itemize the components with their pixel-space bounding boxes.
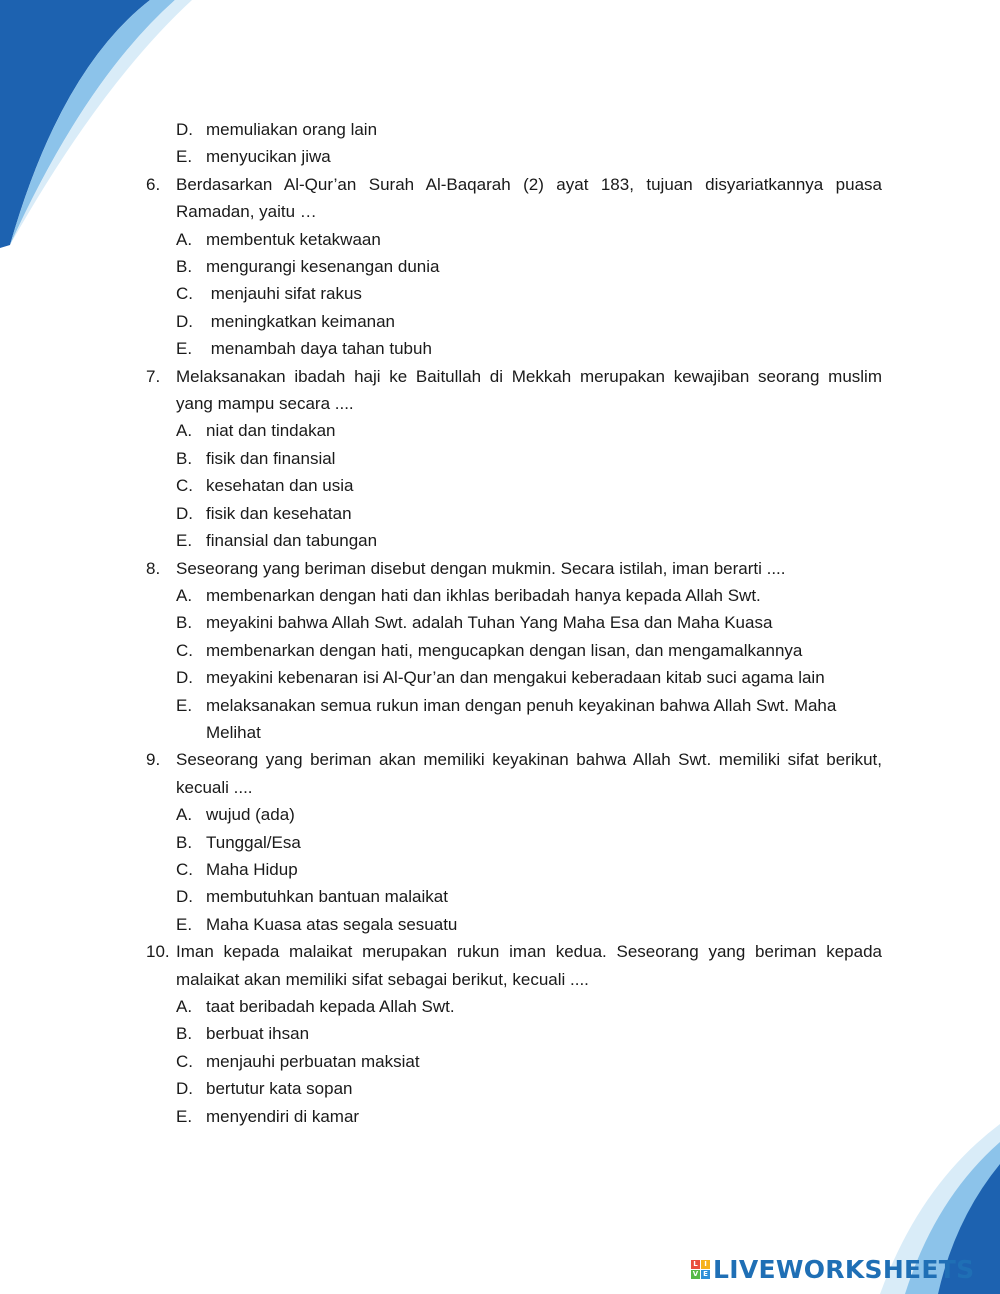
logo-mark-letter: L bbox=[691, 1260, 700, 1269]
question-stem-row bbox=[146, 938, 882, 993]
option-letter: C. bbox=[176, 1051, 193, 1071]
option-text: memuliakan orang lain bbox=[206, 120, 378, 139]
option-letter: E. bbox=[176, 695, 193, 715]
option-item[interactable] bbox=[146, 527, 882, 554]
question-number: 6. bbox=[146, 174, 161, 194]
option-item[interactable] bbox=[146, 1075, 882, 1102]
option-item[interactable] bbox=[146, 280, 882, 307]
option-letter: A. bbox=[176, 229, 193, 249]
option-item[interactable] bbox=[146, 911, 882, 938]
option-text: wujud (ada) bbox=[206, 805, 295, 825]
option-text: menjauhi perbuatan maksiat bbox=[206, 1051, 420, 1071]
option-text: Maha Kuasa atas segala sesuatu bbox=[206, 914, 458, 934]
option-letter: D. bbox=[176, 887, 193, 907]
option-text: menyendiri di kamar bbox=[206, 1106, 360, 1126]
question-stem-row bbox=[146, 746, 882, 801]
option-text: Tunggal/Esa bbox=[206, 832, 301, 852]
option-text: niat dan tindakan bbox=[206, 421, 336, 441]
option-text: melaksanakan semua rukun iman dengan penuh keyakinan bahwa Allah Swt. Maha Melihat bbox=[206, 695, 842, 742]
option-letter: D. bbox=[176, 311, 193, 331]
option-letter: C. bbox=[176, 640, 193, 660]
logo-mark-letter: E bbox=[701, 1270, 710, 1279]
option-text: meningkatkan keimanan bbox=[206, 311, 396, 331]
option-letter: E. bbox=[176, 531, 193, 551]
option-text: mengurangi kesenangan dunia bbox=[206, 257, 440, 277]
option-item[interactable] bbox=[146, 883, 882, 910]
question-stem: Iman kepada malaikat merupakan rukun iman kedua. Seseorang yang beriman kepada malaikat akan memiliki sifat sebagai berikut, kecuali .... bbox=[176, 942, 882, 989]
option-item[interactable] bbox=[146, 116, 882, 143]
option-letter: C. bbox=[176, 859, 193, 879]
option-item[interactable] bbox=[146, 143, 882, 170]
logo-mark-letter: V bbox=[692, 1270, 699, 1278]
option-letter: E. bbox=[176, 147, 193, 167]
option-text: finansial dan tabungan bbox=[206, 531, 378, 551]
liveworksheets-logo-text: LIVEWORKSHEETS bbox=[713, 1254, 975, 1284]
option-letter: A. bbox=[176, 997, 193, 1016]
option-text: berbuat ihsan bbox=[206, 1024, 310, 1044]
liveworksheets-logo-mark bbox=[691, 1260, 710, 1279]
option-letter: C. bbox=[176, 284, 193, 304]
question-number: 10. bbox=[146, 942, 170, 962]
option-item[interactable] bbox=[146, 1020, 882, 1047]
option-letter: B. bbox=[176, 1024, 193, 1044]
option-text: Maha Hidup bbox=[206, 859, 298, 879]
question-stem: Seseorang yang beriman disebut dengan mukmin. Secara istilah, iman berarti .... bbox=[176, 558, 786, 578]
option-letter: E. bbox=[176, 914, 193, 934]
option-item[interactable] bbox=[146, 445, 882, 472]
option-item[interactable] bbox=[146, 472, 882, 499]
option-text: menjauhi sifat rakus bbox=[206, 284, 362, 304]
question-stem-row bbox=[146, 555, 882, 582]
option-letter: A. bbox=[176, 805, 193, 825]
option-text: membenarkan dengan hati dan ikhlas beribadah hanya kepada Allah Swt. bbox=[206, 585, 761, 605]
liveworksheets-logo bbox=[691, 1254, 974, 1284]
option-text: membentuk ketakwaan bbox=[206, 229, 381, 249]
question-list bbox=[146, 171, 882, 1130]
option-item[interactable] bbox=[146, 500, 882, 527]
option-item[interactable] bbox=[146, 856, 882, 883]
option-text: menambah daya tahan tubuh bbox=[206, 339, 432, 359]
option-text: menyucikan jiwa bbox=[206, 147, 331, 167]
option-item[interactable] bbox=[146, 692, 882, 747]
option-item[interactable] bbox=[146, 664, 882, 691]
option-letter: C. bbox=[176, 476, 193, 496]
option-item[interactable] bbox=[146, 335, 882, 362]
previous-question-options bbox=[146, 116, 882, 171]
option-text: membutuhkan bantuan malaikat bbox=[206, 887, 448, 907]
logo-mark-letter: I bbox=[701, 1260, 710, 1269]
option-item[interactable] bbox=[146, 829, 882, 856]
question-number: 8. bbox=[146, 558, 161, 578]
option-letter: D. bbox=[176, 503, 193, 523]
option-text: membenarkan dengan hati, mengucapkan dengan lisan, dan mengamalkannya bbox=[206, 640, 803, 660]
option-letter: D. bbox=[176, 1079, 193, 1099]
option-text: fisik dan kesehatan bbox=[206, 503, 352, 523]
option-letter: D. bbox=[176, 668, 193, 688]
option-letter: A. bbox=[176, 585, 193, 605]
option-letter: B. bbox=[176, 832, 193, 852]
option-item[interactable] bbox=[146, 1048, 882, 1075]
option-text: meyakini kebenaran isi Al-Qur’an dan mengakui keberadaan kitab suci agama lain bbox=[206, 668, 825, 688]
question-block bbox=[146, 746, 882, 938]
option-text: kesehatan dan usia bbox=[206, 476, 354, 496]
option-letter: A. bbox=[176, 421, 193, 441]
question-block bbox=[146, 171, 882, 363]
option-item[interactable] bbox=[146, 1103, 882, 1130]
option-letter: B. bbox=[176, 613, 193, 633]
question-block bbox=[146, 363, 882, 555]
option-item[interactable] bbox=[146, 582, 882, 609]
option-letter: B. bbox=[176, 448, 193, 468]
question-block bbox=[146, 555, 882, 747]
option-item[interactable] bbox=[146, 308, 882, 335]
question-stem: Seseorang yang beriman akan memiliki keyakinan bahwa Allah Swt. memiliki sifat berikut, kecuali .... bbox=[176, 750, 882, 797]
option-item[interactable] bbox=[146, 253, 882, 280]
option-letter: E. bbox=[176, 339, 193, 359]
option-item[interactable] bbox=[146, 801, 882, 828]
question-stem: Melaksanakan ibadah haji ke Baitullah di Mekkah merupakan kewajiban seorang muslim yang mampu secara .... bbox=[176, 366, 882, 414]
option-item[interactable] bbox=[146, 993, 882, 1020]
option-letter: D. bbox=[176, 120, 193, 139]
option-item[interactable] bbox=[146, 226, 882, 253]
option-item[interactable] bbox=[146, 637, 882, 664]
option-letter: B. bbox=[176, 257, 193, 277]
option-text: taat beribadah kepada Allah Swt. bbox=[206, 997, 455, 1016]
question-stem: Berdasarkan Al-Qur’an Surah Al-Baqarah (2) ayat 183, tujuan disyariatkannya puasa Ramadan, yaitu … bbox=[176, 174, 882, 222]
question-number: 7. bbox=[146, 366, 161, 386]
option-item[interactable] bbox=[146, 417, 882, 444]
question-number: 9. bbox=[146, 750, 161, 770]
question-block bbox=[146, 938, 882, 1130]
option-text: bertutur kata sopan bbox=[206, 1079, 353, 1099]
option-text: fisik dan finansial bbox=[206, 448, 336, 468]
question-stem-row bbox=[146, 363, 882, 418]
option-item[interactable] bbox=[146, 609, 882, 636]
worksheet-content bbox=[146, 116, 882, 1130]
question-stem-row bbox=[146, 171, 882, 226]
option-letter: E. bbox=[176, 1106, 193, 1126]
option-text: meyakini bahwa Allah Swt. adalah Tuhan Yang Maha Esa dan Maha Kuasa bbox=[206, 613, 773, 633]
